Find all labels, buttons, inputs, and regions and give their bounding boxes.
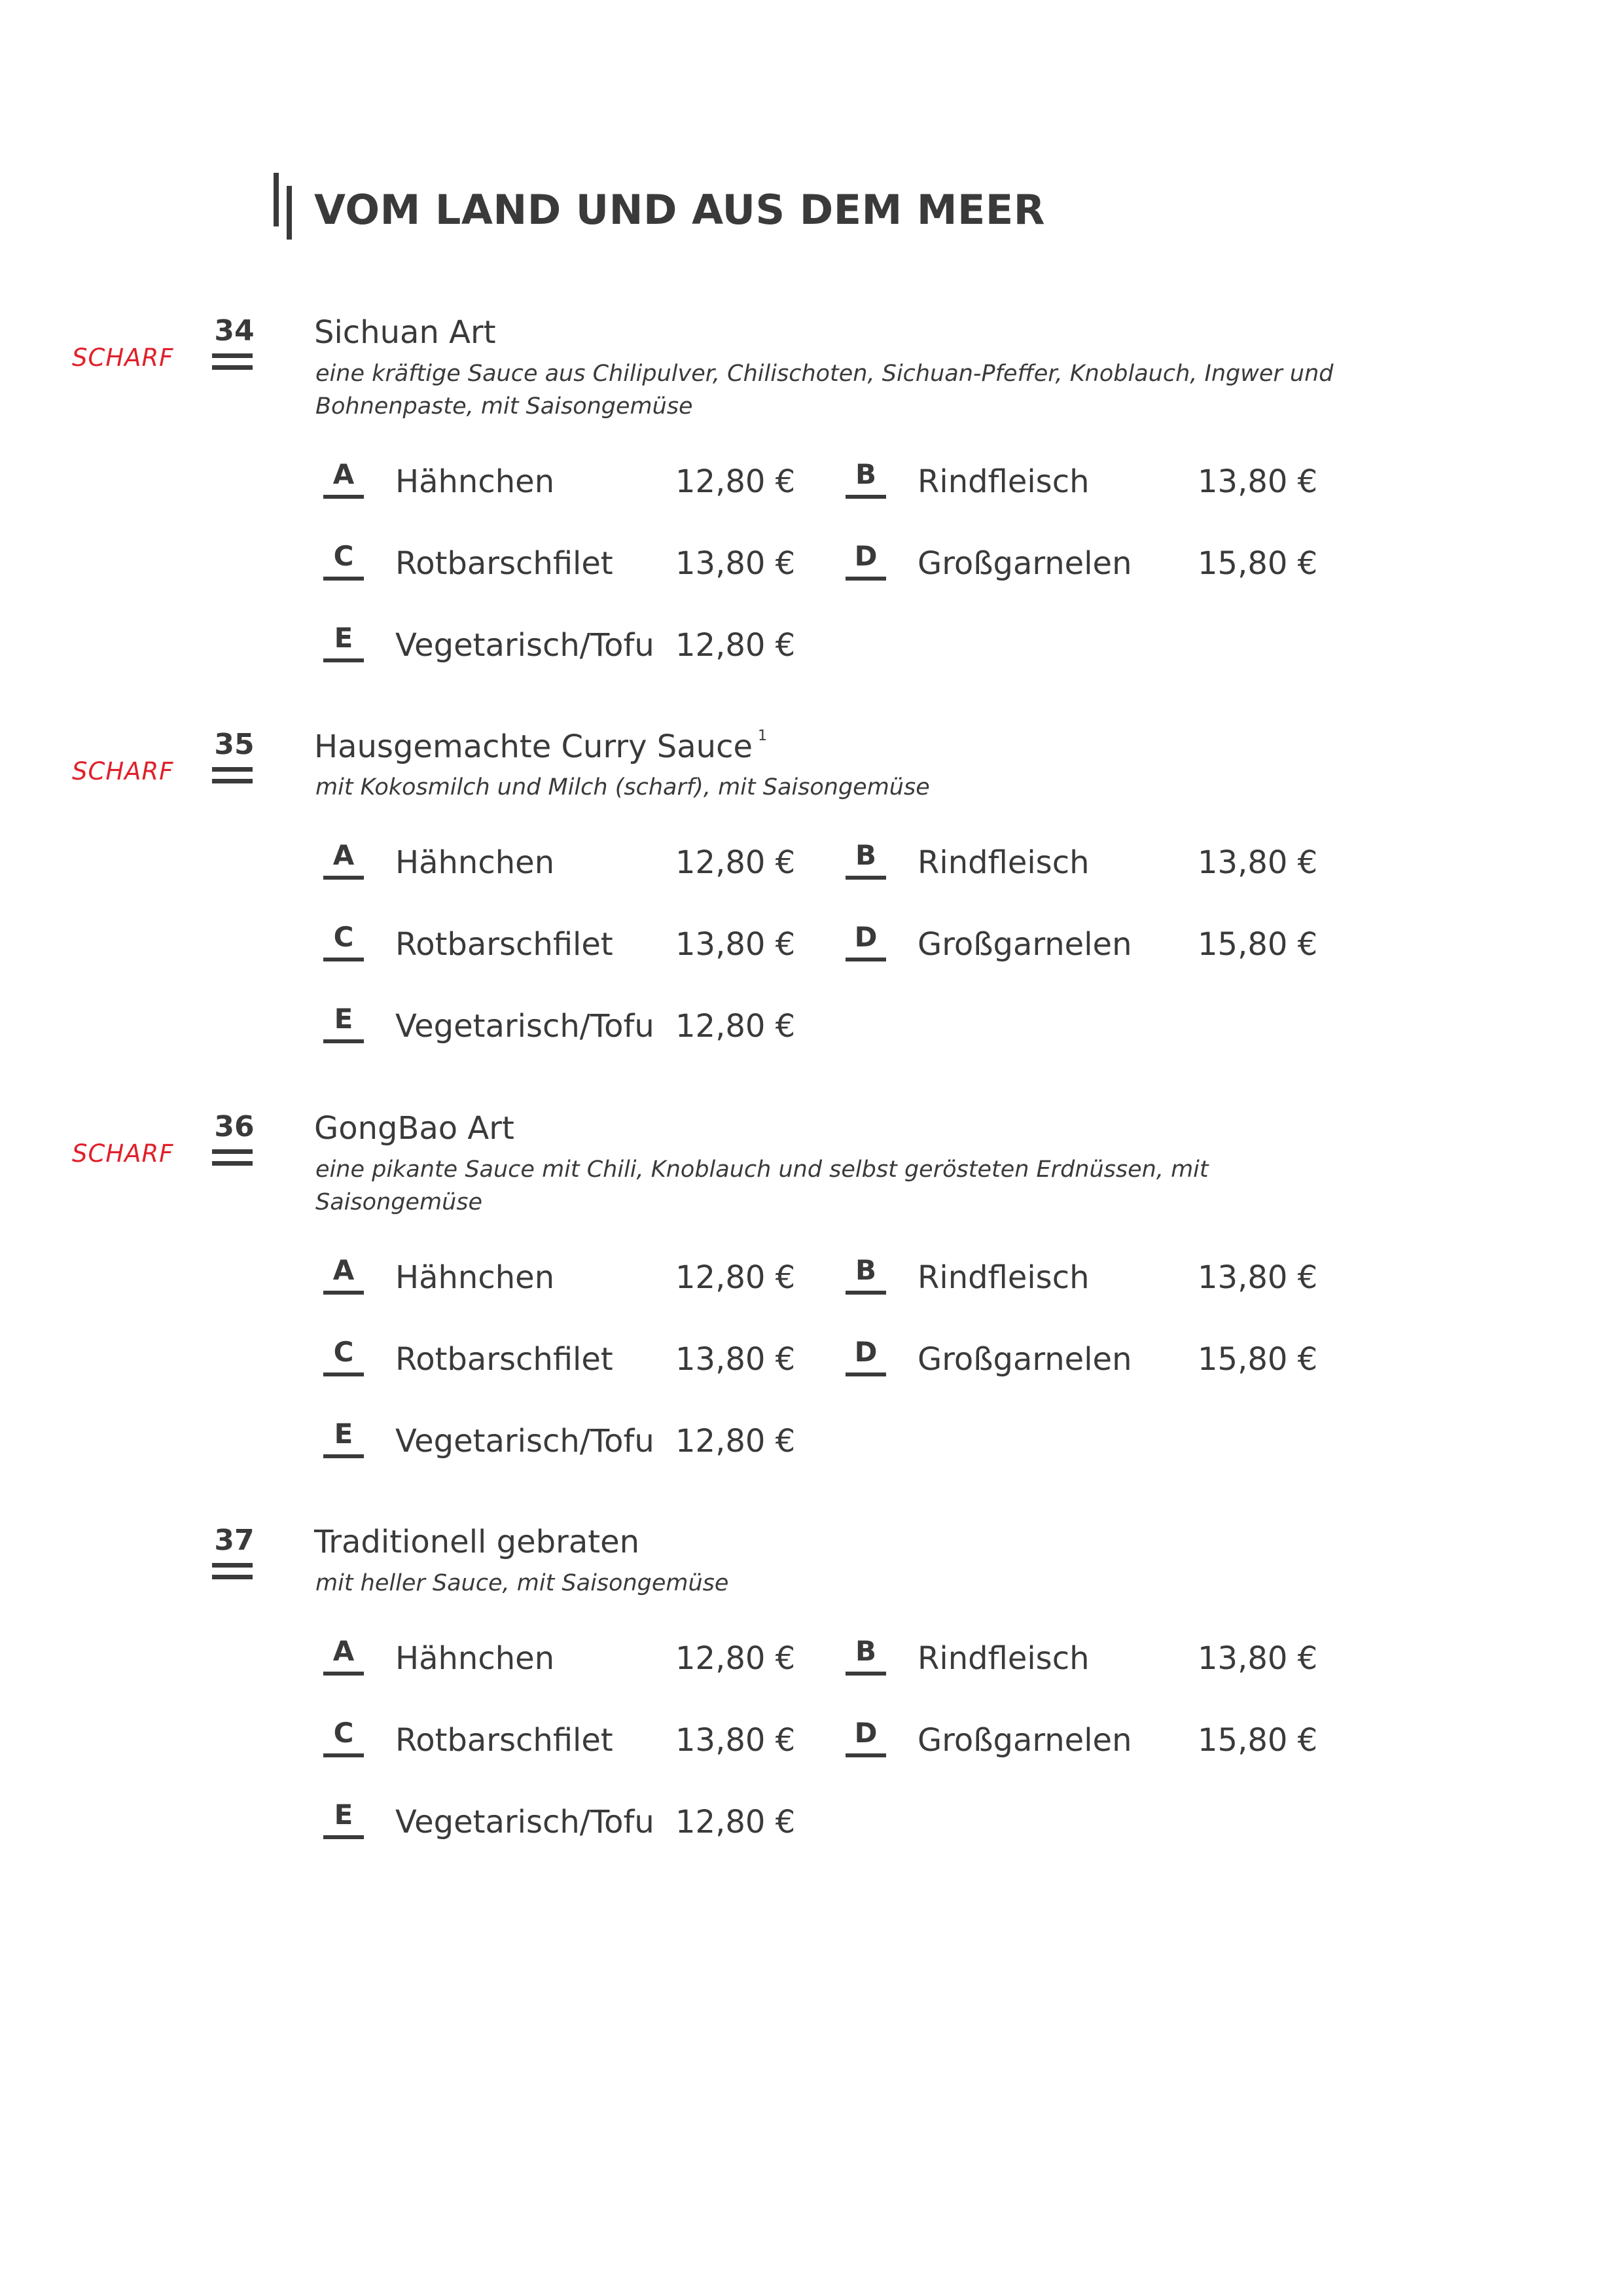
option-label: Vegetarisch/Tofu xyxy=(395,1804,654,1840)
option-label: Rindfleisch xyxy=(918,844,1090,881)
option-price: 13,80 € xyxy=(675,545,796,582)
option-price: 12,80 € xyxy=(675,1804,796,1840)
option-price: 12,80 € xyxy=(675,1008,796,1045)
option-price: 15,80 € xyxy=(1198,926,1318,963)
option-price: 12,80 € xyxy=(675,1423,796,1460)
option-price: 12,80 € xyxy=(675,627,796,664)
option-label: Vegetarisch/Tofu xyxy=(395,1008,654,1045)
option-price: 12,80 € xyxy=(675,844,796,881)
dish-name: GongBao Art xyxy=(314,1110,514,1147)
option-price: 15,80 € xyxy=(1198,1722,1318,1759)
option-price: 15,80 € xyxy=(1198,1341,1318,1378)
option-price: 13,80 € xyxy=(675,1341,796,1378)
option-price: 13,80 € xyxy=(1198,463,1318,500)
option-letter: E xyxy=(334,1003,353,1035)
option-letter: A xyxy=(332,1635,355,1667)
option-letter: D xyxy=(854,540,878,572)
option-label: Rotbarschfilet xyxy=(395,1722,613,1759)
dish-number: 36 xyxy=(214,1110,255,1143)
dish-number-underline xyxy=(212,353,253,373)
spicy-tag: SCHARF xyxy=(72,1139,174,1168)
option-letter: B xyxy=(855,1254,876,1286)
option-label: Hähnchen xyxy=(395,1640,555,1677)
option-letter: B xyxy=(855,1635,876,1667)
option-label: Großgarnelen xyxy=(918,926,1132,963)
footnote-marker: 1 xyxy=(757,728,767,744)
option-letter: A xyxy=(332,1254,355,1286)
option-price: 12,80 € xyxy=(675,463,796,500)
option-letter: C xyxy=(333,921,354,953)
option-label: Hähnchen xyxy=(395,844,555,881)
option-letter: B xyxy=(855,839,876,871)
dish-description: eine pikante Sauce mit Chili, Knoblauch und selbst gerösteten Erdnüssen, mit Saisongemüse xyxy=(315,1157,1209,1215)
option-label: Vegetarisch/Tofu xyxy=(395,1423,654,1460)
option-price: 13,80 € xyxy=(675,926,796,963)
option-label: Hähnchen xyxy=(395,463,555,500)
option-label: Rotbarschfilet xyxy=(395,926,613,963)
option-label: Rindfleisch xyxy=(918,1640,1090,1677)
option-letter: A xyxy=(332,839,355,871)
dish-number-underline xyxy=(212,767,253,787)
option-price: 13,80 € xyxy=(1198,844,1318,881)
dish-description: mit heller Sauce, mit Saisongemüse xyxy=(315,1570,729,1596)
option-label: Rotbarschfilet xyxy=(395,545,613,582)
option-letter: D xyxy=(854,1717,878,1749)
spicy-tag: SCHARF xyxy=(72,757,174,785)
option-label: Rindfleisch xyxy=(918,1259,1090,1296)
option-label: Rotbarschfilet xyxy=(395,1341,613,1378)
option-letter: E xyxy=(334,622,353,654)
option-label: Vegetarisch/Tofu xyxy=(395,627,654,664)
dish-description: mit Kokosmilch und Milch (scharf), mit Saisongemüse xyxy=(315,774,930,800)
dish-name: Traditionell gebraten xyxy=(314,1524,640,1560)
option-letter: D xyxy=(854,921,878,953)
option-letter: B xyxy=(855,458,876,490)
option-letter: E xyxy=(334,1418,353,1450)
option-label: Großgarnelen xyxy=(918,1722,1132,1759)
dish-name: Sichuan Art xyxy=(314,314,496,351)
option-label: Großgarnelen xyxy=(918,545,1132,582)
option-label: Rindfleisch xyxy=(918,463,1090,500)
option-letter: D xyxy=(854,1336,878,1368)
option-price: 13,80 € xyxy=(1198,1640,1318,1677)
spicy-tag: SCHARF xyxy=(72,344,174,372)
option-letter: C xyxy=(333,1336,354,1368)
option-label: Hähnchen xyxy=(395,1259,555,1296)
option-price: 13,80 € xyxy=(675,1722,796,1759)
dish-number-underline xyxy=(212,1149,253,1169)
option-price: 12,80 € xyxy=(675,1640,796,1677)
option-letter: E xyxy=(334,1799,353,1831)
dish-name: Hausgemachte Curry Sauce $^1$ xyxy=(314,728,767,765)
dish-description: eine kräftige Sauce aus Chilipulver, Chilischoten, Sichuan-Pfeffer, Knoblauch, Ingwer und Bohnenpaste, mit Saisongemüse xyxy=(315,361,1334,420)
dish-number-underline xyxy=(212,1563,253,1583)
option-label: Großgarnelen xyxy=(918,1341,1132,1378)
option-letter: C xyxy=(333,1717,354,1749)
dish-number: 34 xyxy=(214,314,255,348)
dish-number: 35 xyxy=(214,728,255,761)
option-letter: A xyxy=(332,458,355,490)
option-letter: C xyxy=(333,540,354,572)
page-title: VOM LAND UND AUS DEM MEER xyxy=(314,186,1045,234)
option-price: 15,80 € xyxy=(1198,545,1318,582)
option-price: 13,80 € xyxy=(1198,1259,1318,1296)
option-price: 12,80 € xyxy=(675,1259,796,1296)
dish-number: 37 xyxy=(214,1524,255,1557)
